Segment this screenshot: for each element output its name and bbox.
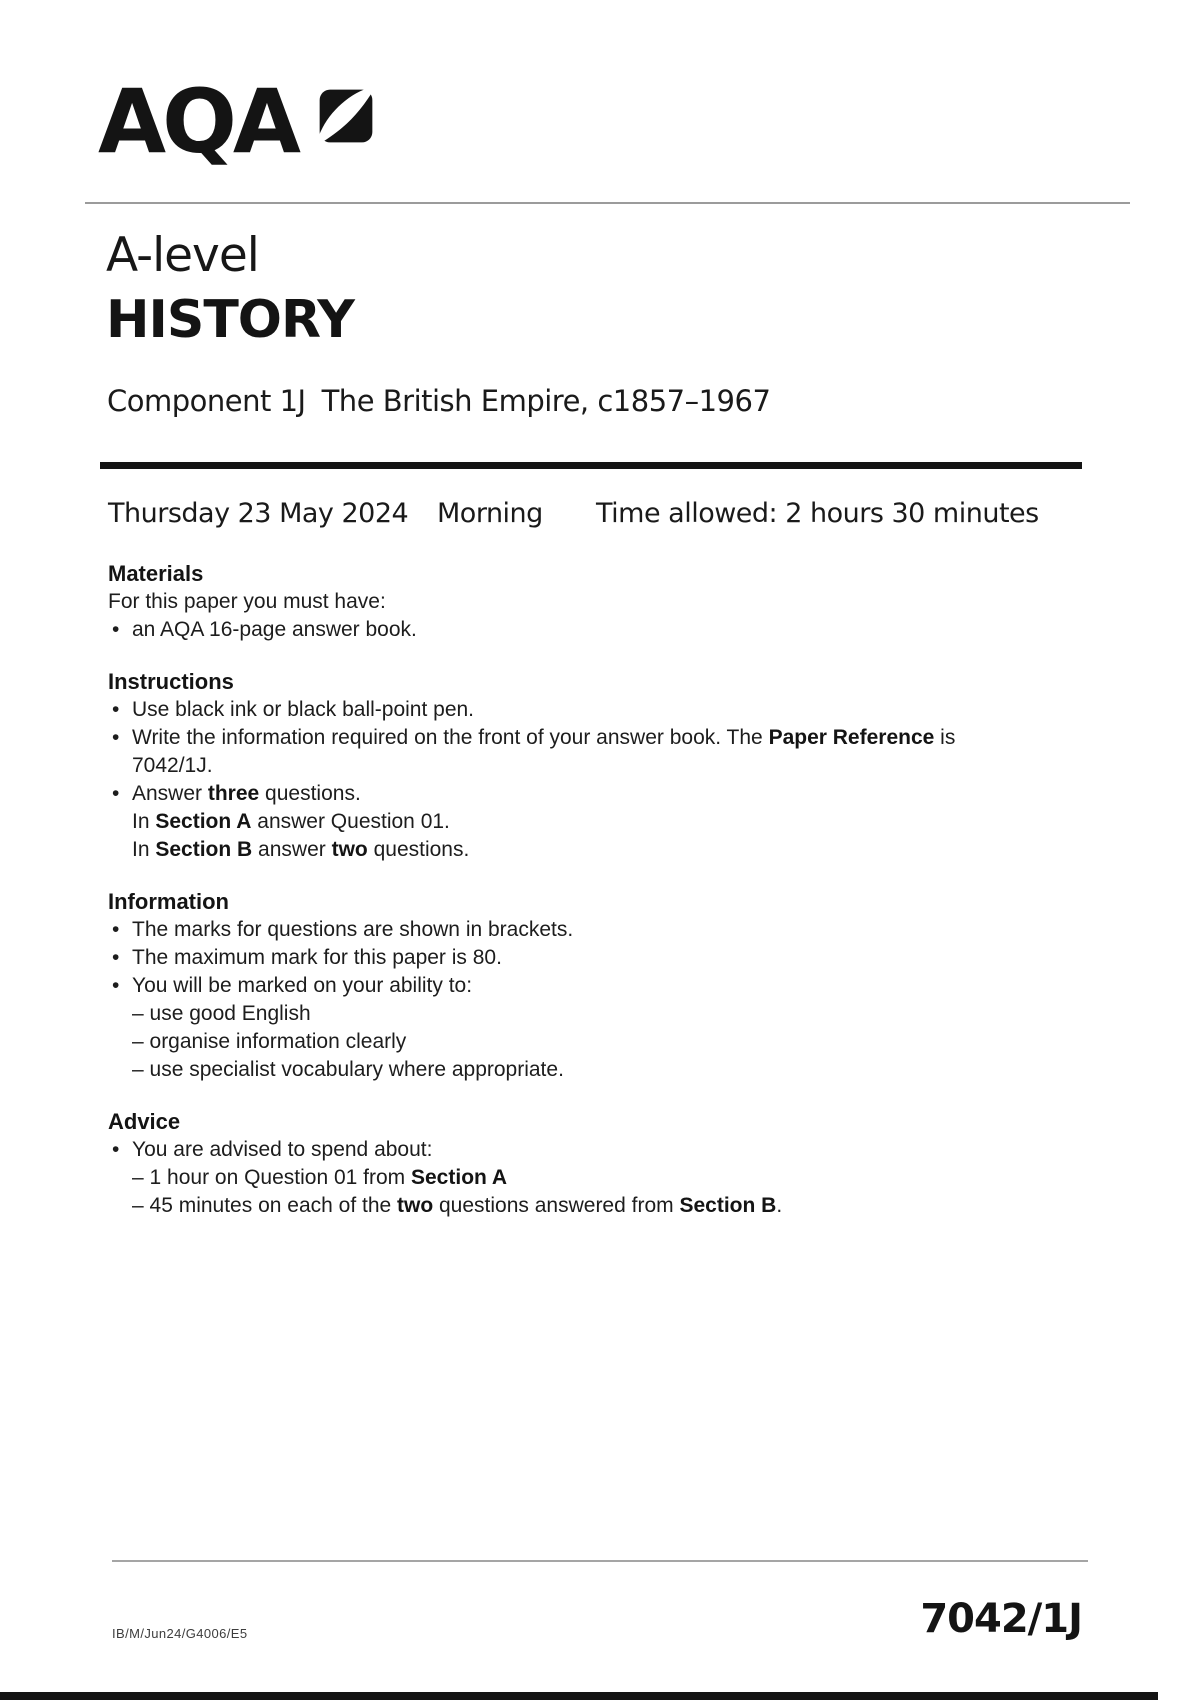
aqa-leaf-icon — [314, 84, 378, 148]
sub-line — [132, 1056, 1024, 1084]
text-run: Use black ink or black ball-point pen. — [132, 698, 475, 721]
section-advice — [108, 1108, 1024, 1220]
exam-info-row — [0, 498, 1200, 534]
bullet-line — [132, 916, 1024, 944]
text-run: – organise information clearly — [132, 1030, 407, 1053]
text-run: is — [934, 726, 956, 749]
section-heading: Instructions — [108, 669, 234, 694]
text-run: In — [132, 810, 156, 833]
sub-line — [132, 808, 1024, 836]
list-item — [108, 972, 1024, 1084]
bullet-line — [132, 972, 1024, 1000]
section-heading: Advice — [108, 1109, 181, 1134]
bold-text-run: Paper Reference — [768, 726, 935, 749]
text-run: – 45 minutes on each of the — [132, 1194, 398, 1217]
component-label: Component 1J — [107, 384, 306, 418]
text-run: You will be marked on your ability to: — [132, 974, 473, 997]
text-run: 7042/1J. — [132, 754, 213, 777]
text-run: – use specialist vocabulary where appropriate. — [132, 1058, 564, 1081]
bullet-line — [132, 1136, 1024, 1164]
text-run: The marks for questions are shown in brackets. — [132, 918, 574, 941]
section-heading: Information — [108, 889, 229, 914]
text-run: Answer — [132, 782, 208, 805]
component-line — [107, 384, 770, 418]
sub-line — [132, 752, 1024, 780]
bullet-list — [108, 916, 1024, 1084]
bullet-list — [108, 616, 1024, 644]
page-bottom-rule — [0, 1692, 1158, 1700]
sub-line — [132, 1164, 1024, 1192]
text-run: The maximum mark for this paper is 80. — [132, 946, 502, 969]
bold-text-run: three — [207, 782, 260, 805]
text-run: In — [132, 838, 156, 861]
footer-divider-line — [112, 1560, 1088, 1562]
bullet-list — [108, 696, 1024, 864]
header-divider-line — [85, 202, 1130, 204]
bullet-line — [132, 616, 1024, 644]
time-allowed: Time allowed: 2 hours 30 minutes — [596, 498, 1039, 529]
bullet-list — [108, 1136, 1024, 1220]
footer-reference-code: IB/M/Jun24/G4006/E5 — [112, 1626, 248, 1641]
component-title: The British Empire, c1857–1967 — [321, 384, 771, 418]
sub-line — [132, 1192, 1024, 1220]
text-run: questions answered from — [433, 1194, 680, 1217]
list-item — [108, 1136, 1024, 1220]
bullet-line — [132, 780, 1024, 808]
paper-reference-code: 7042/1J — [920, 1596, 1082, 1642]
subject-title: HISTORY — [106, 290, 354, 350]
bullet-line — [132, 724, 1024, 752]
text-run: questions. — [367, 838, 470, 861]
bold-text-run: two — [331, 838, 368, 861]
sub-line — [132, 1000, 1024, 1028]
section-information — [108, 888, 1024, 1084]
text-run: answer Question 01. — [251, 810, 450, 833]
text-run: answer — [252, 838, 332, 861]
sub-line — [132, 836, 1024, 864]
text-run: – 1 hour on Question 01 from — [132, 1166, 411, 1189]
bold-text-run: Section B — [679, 1194, 777, 1217]
exam-session: Morning — [437, 498, 543, 529]
exam-date: Thursday 23 May 2024 — [108, 498, 409, 529]
section-heading: Materials — [108, 561, 204, 586]
text-run: questions. — [259, 782, 361, 805]
bold-text-run: Section A — [155, 810, 252, 833]
bold-text-run: Section A — [411, 1166, 508, 1189]
list-item — [108, 696, 1024, 724]
list-item — [108, 916, 1024, 944]
list-item — [108, 944, 1024, 972]
list-item — [108, 724, 1024, 780]
text-run: – use good English — [132, 1002, 311, 1025]
sub-line — [132, 1028, 1024, 1056]
qualification-title: A-level — [106, 228, 259, 283]
bold-text-run: two — [397, 1194, 434, 1217]
section-lead: For this paper you must have: — [108, 590, 386, 613]
bullet-line — [132, 696, 1024, 724]
section-materials — [108, 560, 1024, 644]
title-rule — [100, 462, 1082, 469]
text-run: an AQA 16-page answer book. — [132, 618, 417, 641]
list-item — [108, 780, 1024, 864]
text-run: . — [776, 1194, 783, 1217]
section-instructions — [108, 668, 1024, 864]
bold-text-run: Section B — [155, 838, 253, 861]
bullet-line — [132, 944, 1024, 972]
aqa-logo-text: AQA — [98, 70, 298, 173]
front-page-content — [108, 560, 1024, 1244]
text-run: Write the information required on the front of your answer book. The — [132, 726, 769, 749]
list-item — [108, 616, 1024, 644]
text-run: You are advised to spend about: — [132, 1138, 433, 1161]
